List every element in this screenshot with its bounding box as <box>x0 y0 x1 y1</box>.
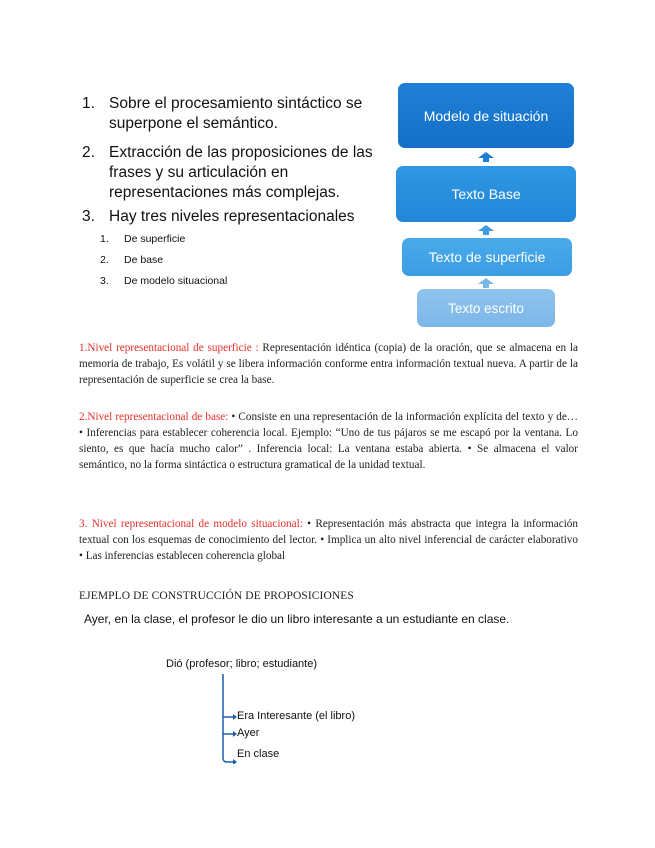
paragraph-body: • Consiste en una representación de la información explícita del texto y de… • Inferencias para establecer coherencia local. Ejemplo: “Uno de tus pájaros se me escapó por la ventana. Lo siento, es que hacía mucho calor” . Inferencia local: La ventana estaba abierta. • Se almacena el valor semántico, no la forma sintáctica o estructura gramatical de la unidad textual. <box>79 411 578 471</box>
up-arrow-icon <box>478 278 494 288</box>
sublist-label: De base <box>124 254 164 266</box>
list-line: representaciones más complejas. <box>109 184 340 201</box>
example-heading: EJEMPLO DE CONSTRUCCIÓN DE PROPOSICIONES <box>79 590 354 602</box>
list-number: 2. <box>82 144 95 161</box>
paragraph-superficie <box>79 340 578 388</box>
paragraph-modelo-situacional <box>79 516 578 564</box>
sublist-label: De modelo situacional <box>124 275 228 287</box>
diagram-box-modelo-situacion: Modelo de situación <box>398 83 574 148</box>
diagram-box-texto-base: Texto Base <box>396 166 576 222</box>
up-arrow-icon <box>478 152 494 162</box>
list-number: 3. <box>82 208 95 225</box>
tree-child-en-clase: En clase <box>237 748 280 760</box>
tree-child-interesante: Era Interesante (el libro) <box>237 710 355 722</box>
example-sentence: Ayer, en la clase, el profesor le dio un libro interesante a un estudiante en clase. <box>84 612 510 626</box>
list-line: Extracción de las proposiciones de las <box>109 144 373 161</box>
list-number: 1. <box>82 95 95 112</box>
paragraph-body: • Representación más abstracta que integra la información textual con los esquemas de conocimiento del lector. • Implica un alto nivel inferencial de carácter elaborativo • Las inferencias establecen coherencia global <box>79 518 578 562</box>
up-arrow-icon <box>478 225 494 235</box>
paragraph-body: Representación idéntica (copia) de la oración, que se almacena en la memoria de trabajo, Es volátil y se libera información conforme entra información textual nueva. A partir de la representación de superficie se crea la base. <box>79 342 578 386</box>
list-line: Sobre el procesamiento sintáctico se <box>109 95 363 112</box>
list-line: superpone el semántico. <box>109 115 278 132</box>
diagram-box-texto-escrito: Texto escrito <box>417 289 555 327</box>
paragraph-lead: 2.Nivel representacional de base: <box>79 411 229 423</box>
tree-child-ayer: Ayer <box>237 727 260 739</box>
paragraph-base <box>79 409 578 473</box>
diagram-box-texto-superficie: Texto de superficie <box>402 238 572 276</box>
tree-root: Dió (profesor; libro; estudiante) <box>166 658 318 670</box>
list-line: Hay tres niveles representacionales <box>109 208 355 225</box>
sublist-label: De superficie <box>124 233 186 245</box>
paragraph-lead: 3. Nivel representacional de modelo situacional: <box>79 518 303 530</box>
list-line: frases y su articulación en <box>109 164 289 181</box>
paragraph-lead: 1.Nivel representacional de superficie : <box>79 342 259 354</box>
